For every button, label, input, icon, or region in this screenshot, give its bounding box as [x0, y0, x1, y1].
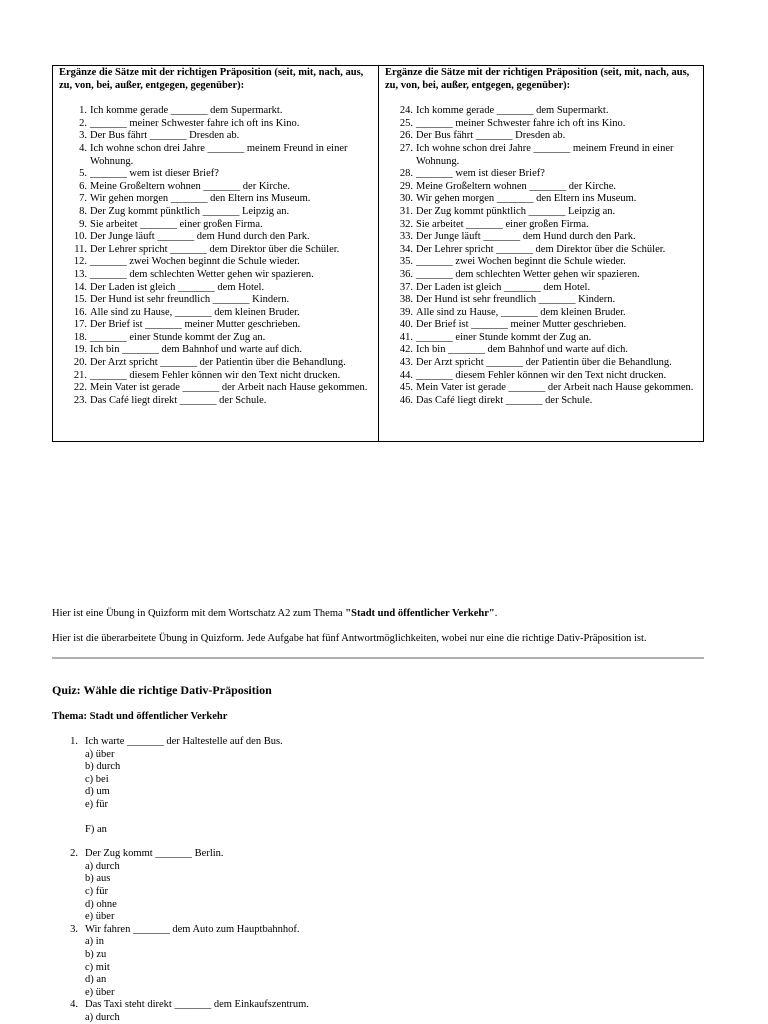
answer-option[interactable]: c) für	[85, 885, 109, 897]
exercise-item: 34. Der Lehrer spricht _______ dem Direktor über die Schüler.	[399, 243, 666, 255]
quiz-topic: Thema: Stadt und öffentlicher Verkehr	[52, 711, 228, 722]
answer-option[interactable]: a) durch	[85, 1011, 120, 1023]
intro-paragraph: Hier ist eine Übung in Quizform mit dem Wortschatz A2 zum Thema "Stadt und öffentlicher Verkehr".	[52, 608, 498, 619]
exercise-item: 38. Der Hund ist sehr freundlich _______ Kindern.	[399, 294, 616, 306]
exercise-item: 9. Sie arbeitet _______ einer großen Firma.	[79, 218, 263, 230]
answer-option[interactable]: c) mit	[85, 961, 110, 973]
answer-option[interactable]: d) ohne	[85, 898, 117, 910]
exercise-item: 10. Der Junge läuft _______ dem Hund durch den Park.	[73, 231, 310, 243]
answer-option[interactable]: a) über	[85, 748, 115, 760]
exercise-item: 20. Der Arzt spricht _______ der Patientin über die Behandlung.	[73, 357, 346, 369]
exercise-list	[59, 105, 372, 407]
quiz-question: 4. Das Taxi steht direkt _______ dem Einkaufszentrum. a) durch	[52, 999, 712, 1024]
question-text: Wir fahren _______ dem Auto zum Hauptbahnhof.	[85, 923, 300, 935]
exercise-item: 2. _______ meiner Schwester fahre ich oft ins Kino.	[79, 117, 300, 129]
exercise-item: 23. Das Café liegt direkt _______ der Schule.	[73, 394, 267, 406]
exercise-item: 3. Der Bus fährt _______ Dresden ab.	[79, 130, 240, 142]
exercise-item: 33. Der Junge läuft _______ dem Hund durch den Park.	[399, 231, 636, 243]
exercise-item: 30. Wir gehen morgen _______ den Eltern ins Museum.	[399, 193, 637, 205]
exercise-item: 18. _______ einer Stunde kommt der Zug an.	[73, 331, 266, 343]
exercise-item: 21. _______ diesem Fehler können wir den Text nicht drucken.	[73, 369, 341, 381]
answer-option[interactable]: b) aus	[85, 873, 111, 885]
exercise-item: 15. Der Hund ist sehr freundlich _______ Kindern.	[73, 294, 290, 306]
exercise-column-left	[53, 66, 378, 441]
exercise-column-right	[378, 66, 703, 441]
exercise-item: 46. Das Café liegt direkt _______ der Schule.	[399, 394, 593, 406]
exercise-item: 12. _______ zwei Wochen beginnt die Schule wieder.	[73, 256, 300, 268]
answer-option[interactable]: e) über	[85, 986, 115, 998]
exercise-item: 24. Ich komme gerade _______ dem Supermarkt.	[399, 105, 609, 117]
column-heading: Ergänze die Sätze mit der richtigen Präposition (seit, mit, nach, aus, zu, von, bei, außer, entgegen, gegenüber):	[59, 67, 364, 91]
exercise-item: 6. Meine Großeltern wohnen _______ der Kirche.	[79, 180, 291, 192]
exercise-item: 45. Mein Vater ist gerade _______ der Arbeit nach Hause gekommen.	[399, 382, 694, 394]
exercise-item: 27. Ich wohne schon drei Jahre _______ meinem Freund in einer Wohnung.	[399, 142, 674, 167]
answer-option[interactable]: e) über	[85, 911, 115, 923]
answer-option[interactable]: e) für	[85, 798, 109, 810]
exercise-item: 17. Der Brief ist _______ meiner Mutter geschrieben.	[73, 319, 301, 331]
exercise-item: 7. Wir gehen morgen _______ den Eltern ins Museum.	[79, 193, 311, 205]
exercise-item: 4. Ich wohne schon drei Jahre _______ meinem Freund in einer Wohnung.	[79, 142, 348, 167]
exercise-item: 35. _______ zwei Wochen beginnt die Schule wieder.	[399, 256, 626, 268]
exercise-item: 32. Sie arbeitet _______ einer großen Firma.	[399, 218, 589, 230]
exercise-item: 41. _______ einer Stunde kommt der Zug an.	[399, 331, 592, 343]
exercise-item: 11. Der Lehrer spricht _______ dem Direktor über die Schüler.	[74, 243, 340, 255]
exercise-item: 1. Ich komme gerade _______ dem Supermarkt.	[79, 105, 283, 117]
exercise-item: 14. Der Laden ist gleich _______ dem Hotel.	[73, 281, 265, 293]
quiz-question: 1. Ich warte _______ der Haltestelle auf den Bus. a) über b) durch c) bei d) um e) für F) an	[52, 736, 712, 836]
answer-option[interactable]: a) in	[85, 936, 104, 948]
exercise-item: 31. Der Zug kommt pünktlich _______ Leipzig an.	[399, 205, 616, 217]
exercise-item: 44. _______ diesem Fehler können wir den Text nicht drucken.	[399, 369, 667, 381]
question-text: Der Zug kommt _______ Berlin.	[85, 848, 224, 860]
exercise-item: 26. Der Bus fährt _______ Dresden ab.	[399, 130, 566, 142]
quiz-list	[52, 736, 712, 1024]
exercise-item: 22. Mein Vater ist gerade _______ der Arbeit nach Hause gekommen.	[73, 382, 368, 394]
column-heading: Ergänze die Sätze mit der richtigen Präposition (seit, mit, nach, aus, zu, von, bei, außer, entgegen, gegenüber):	[385, 67, 690, 91]
exercise-item: 25. _______ meiner Schwester fahre ich oft ins Kino.	[399, 117, 626, 129]
exercise-item: 39. Alle sind zu Hause, _______ dem kleinen Bruder.	[399, 306, 626, 318]
answer-option[interactable]: d) um	[85, 786, 110, 798]
quiz-question: 2. Der Zug kommt _______ Berlin. a) durch b) aus c) für d) ohne e) über	[52, 848, 712, 924]
exercise-item: 36. _______ dem schlechten Wetter gehen wir spazieren.	[399, 268, 640, 280]
intro-paragraph-2: Hier ist die überarbeitete Übung in Quizform. Jede Aufgabe hat fünf Antwortmöglichkeiten, wobei nur eine die richtige Dativ-Präposition ist.	[52, 633, 647, 644]
exercise-list	[385, 105, 697, 407]
answer-option[interactable]: b) zu	[85, 948, 107, 960]
exercise-item: 8. Der Zug kommt pünktlich _______ Leipzig an.	[79, 205, 290, 217]
quiz-question: 3. Wir fahren _______ dem Auto zum Hauptbahnhof. a) in b) zu c) mit d) an e) über	[52, 924, 712, 1000]
answer-option[interactable]: a) durch	[85, 860, 120, 872]
answer-option[interactable]: d) an	[85, 974, 107, 986]
answer-option-extra[interactable]: F) an	[85, 823, 107, 835]
exercise-item: 5. _______ wem ist dieser Brief?	[79, 168, 219, 180]
answer-option[interactable]: b) durch	[85, 761, 121, 773]
exercise-item: 16. Alle sind zu Hause, _______ dem kleinen Bruder.	[73, 306, 300, 318]
exercise-item: 13. _______ dem schlechten Wetter gehen wir spazieren.	[73, 268, 314, 280]
quiz-title: Quiz: Wähle die richtige Dativ-Präposition	[52, 683, 272, 697]
question-text: Ich warte _______ der Haltestelle auf den Bus.	[85, 736, 283, 747]
question-text: Das Taxi steht direkt _______ dem Einkaufszentrum.	[85, 999, 309, 1011]
exercise-item: 42. Ich bin _______ dem Bahnhof und warte auf dich.	[399, 344, 628, 356]
exercise-item: 40. Der Brief ist _______ meiner Mutter geschrieben.	[399, 319, 627, 331]
exercise-table	[52, 65, 704, 442]
answer-option[interactable]: c) bei	[85, 773, 109, 785]
exercise-item: 29. Meine Großeltern wohnen _______ der Kirche.	[399, 180, 617, 192]
exercise-item: 19. Ich bin _______ dem Bahnhof und warte auf dich.	[73, 344, 302, 356]
horizontal-rule	[52, 657, 704, 659]
exercise-item: 43. Der Arzt spricht _______ der Patientin über die Behandlung.	[399, 357, 672, 369]
exercise-item: 28. _______ wem ist dieser Brief?	[399, 168, 545, 180]
exercise-item: 37. Der Laden ist gleich _______ dem Hotel.	[399, 281, 591, 293]
